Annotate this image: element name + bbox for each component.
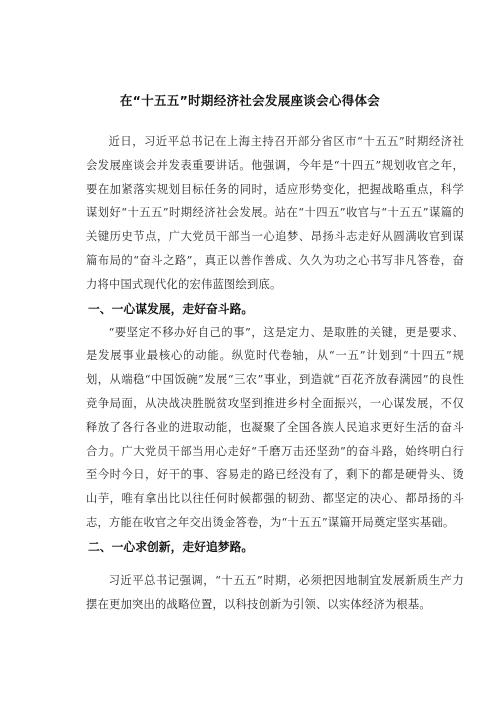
section-heading-2: 二、一心求创新，走好追梦路。	[88, 539, 254, 554]
document-title: 在“十五五”时期经济社会发展座谈会心得体会	[119, 93, 381, 108]
paragraph-section-1: “要坚定不移办好自己的事”，这是定力、是取胜的关键，更是要求、是发展事业最核心的动能。纵览时代卷轴，从“一五”计划到“十四五”规划，从端稳“中国饭碗”发展“三农”事业，到造就“百花齐放春满园”的良性竞争局面，从决战决胜脱贫攻坚到推进乡村全面振兴，一心谋发展，不仅释放了各行各业的进取动能，也凝聚了全国各族人民追求更好生活的奋斗合力。广大党员干部当用心走好“千磨万击还坚劲”的奋斗路，始终明白行至今时今日，好干的事、容易走的路已经没有了，剩下的都是硬骨头、烫山芋，唯有拿出比以往任何时候都强的韧劲、都坚定的决心、都昂扬的斗志，方能在收官之年交出烫金答卷，为“十五五”谋篇开局奠定坚实基础。	[86, 325, 464, 529]
paragraph-section-2: 习近平总书记强调，“十五五”时期，必须把因地制宜发展新质生产力摆在更加突出的战略位置，以科技创新为引领、以实体经济为根基。	[86, 573, 464, 611]
paragraph-intro: 近日，习近平总书记在上海主持召开部分省区市“十五五”时期经济社会发展座谈会并发表重要讲话。他强调，今年是“十四五”规划收官之年，要在加紧落实规划目标任务的同时，适应形势变化，把握战略重点，科学谋划好“十五五”时期经济社会发展。站在“十四五”收官与“十五五”谋篇的关键历史节点，广大党员干部当一心追梦、昂扬斗志走好从圆满收官到谋篇布局的“奋斗之路”，真正以善作善成、久久为功之心书写非凡答卷，奋力将中国式现代化的宏伟蓝图绘到底。	[86, 135, 464, 291]
document-body	[86, 130, 464, 616]
section-heading-1: 一、一心谋发展，走好奋斗路。	[88, 301, 254, 316]
